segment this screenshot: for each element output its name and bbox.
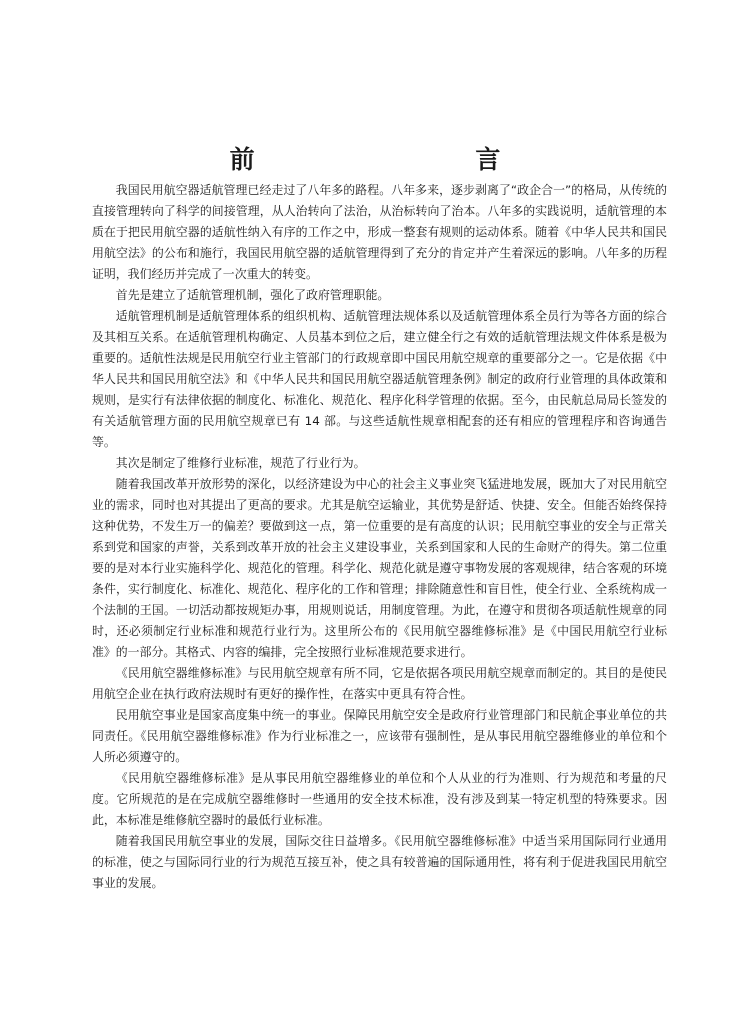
paragraph-4: 其次是制定了维修行业标准，规范了行业行为。 (115, 456, 366, 470)
paragraph-2: 首先是建立了适航管理机制，强化了政府管理职能。 (115, 288, 390, 302)
preface-body (92, 180, 667, 894)
paragraph-7: 民用航空事业是国家高度集中统一的事业。保障民用航空安全是政府行业管理部门和民航企事业单位的共同责任。《民用航空器维修标准》作为行业标准之一，应该带有强制性，是从事民用航空器维修业的单位和个人所必须遵守的。 (92, 708, 667, 764)
paragraph-5: 随着我国改革开放形势的深化，以经济建设为中心的社会主义事业突飞猛进地发展，既加大了对民用航空业的需求，同时也对其提出了更高的要求。尤其是航空运输业，其优势是舒适、快捷、安全。但能否始终保持这种优势，不发生万一的偏差？要做到这一点，第一位重要的是有高度的认识；民用航空事业的安全与正常关系到党和国家的声誉，关系到改革开放的社会主义建设事业，关系到国家和人民的生命财产的得失。第二位重要的是对本行业实施科学化、规范化的管理。科学化、规范化就是遵守事物发展的客观规律，结合客观的环境条件，实行制度化、标准化、规范化、程序化的工作和管理；排除随意性和盲目性，使全行业、全系统构成一个法制的王国。一切活动都按规矩办事，用规则说话，用制度管理。为此，在遵守和贯彻各项适航性规章的同时，还必须制定行业标准和规范行业行为。这里所公布的《民用航空器维修标准》是《中国民用航空行业标准》的一部分。其格式、内容的编排，完全按照行业标准规范要求进行。 (92, 477, 667, 659)
paragraph-6: 《民用航空器维修标准》与民用航空规章有所不同，它是依据各项民用航空规章而制定的。其目的是使民用航空企业在执行政府法规时有更好的操作性，在落实中更具有符合性。 (92, 666, 667, 701)
title-block (0, 140, 730, 176)
paragraph-9: 随着我国民用航空事业的发展，国际交往日益增多。《民用航空器维修标准》中适当采用国际同行业通用的标准，使之与国际同行业的行为规范互接互补，使之具有较普遍的国际通用性，将有利于促进我国民用航空事业的发展。 (92, 834, 667, 890)
paragraph-3: 适航管理机制是适航管理体系的组织机构、适航管理法规体系以及适航管理体系全员行为等各方面的综合及其相互关系。在适航管理机构确定、人员基本到位之后，建立健全行之有效的适航管理法规文件体系是极为重要的。适航性法规是民用航空行业主管部门的行政规章即中国民用航空规章的重要部分之一。它是依据《中华人民共和国民用航空法》和《中华人民共和国民用航空器适航管理条例》制定的政府行业管理的具体政策和规则，是实行有法律依据的制度化、标准化、规范化、程序化科学管理的依据。至今，由民航总局局长签发的有关适航管理方面的民用航空规章已有 14 部。与这些适航性规章相配套的还有相应的管理程序和咨询通告等。 (92, 309, 667, 449)
paragraph-8: 《民用航空器维修标准》是从事民用航空器维修业的单位和个人从业的行为准则、行为规范和考量的尺度。它所规范的是在完成航空器维修时一些通用的安全技术标准，没有涉及到某一特定机型的特殊要求。因此，本标准是维修航空器时的最低行业标准。 (92, 771, 667, 827)
paragraph-1: 我国民用航空器适航管理已经走过了八年多的路程。八年多来，逐步剥离了“政企合一”的格局，从传统的直接管理转向了科学的间接管理，从人治转向了法治，从治标转向了治本。八年多的实践说明，适航管理的本质在于把民用航空器的适航性纳入有序的工作之中，形成一整套有规则的运动体系。随着《中华人民共和国民用航空法》的公布和施行，我国民用航空器的适航管理得到了充分的肯定并产生着深远的影响。八年多的历程证明，我们经历并完成了一次重大的转变。 (92, 183, 667, 281)
page-title: 前 言 (229, 145, 607, 174)
